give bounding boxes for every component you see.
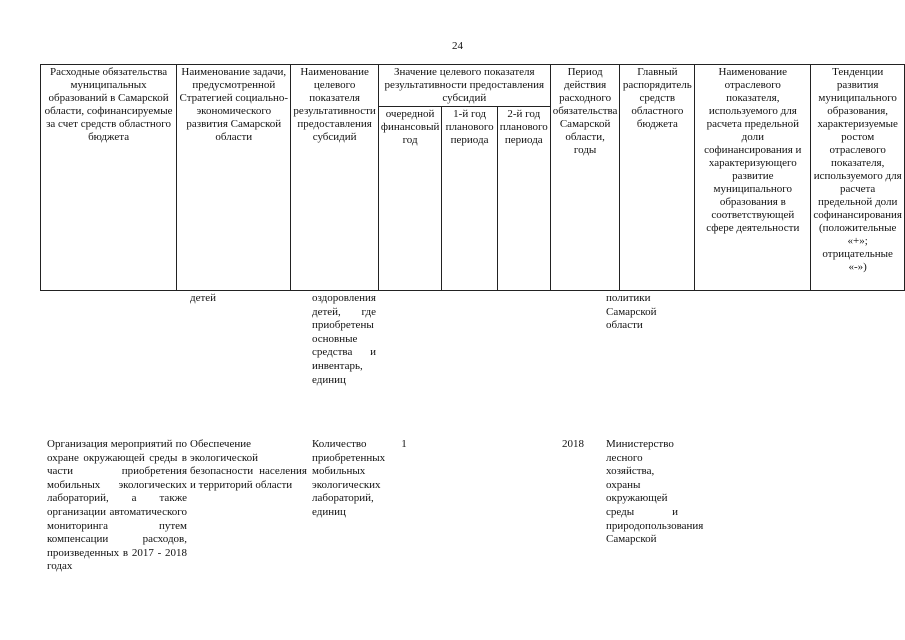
row2-col1: Организация мероприятий по охране окружающей среды в части приобретения мобильных экологических лабораторий, а также организации автоматического мониторинга путем компенсации расходов, произведенных в 2017 - 2018 годах	[47, 438, 187, 573]
row2-col6: Министерство лесного хозяйства, охраны окружающей среды и природопользования Самарской	[606, 438, 704, 546]
table-header	[40, 64, 905, 291]
row2-col2: Обеспечение экологической безопасности населения и территорий области	[190, 438, 307, 491]
row1-col3: оздоровления детей, где приобретены основные средства и инвентарь, единиц	[312, 292, 376, 386]
page-number: 24	[452, 40, 463, 52]
row1-col6: политики Самарской области	[606, 292, 657, 332]
header-col6: Главный распорядитель средств областного бюджета	[620, 65, 695, 291]
header-col7: Наименование отраслевого показателя, используемого для расчета предельной доли софинансирования и характеризующего развитие муниципального образования в соответствующей сфере деятельности	[695, 65, 811, 291]
row2-col3: Количество приобретенных мобильных экологических лабораторий, единиц	[312, 438, 386, 518]
header-col1: Расходные обязательства муниципальных образований в Самарской области, софинансируемые за счет средств областного бюджета	[41, 65, 177, 291]
header-col5: Период действия расходного обязательства Самарской области, годы	[550, 65, 620, 291]
row2-col5: 2018	[562, 438, 584, 450]
header-col4a: очередной финансовый год	[378, 107, 442, 291]
row2-col4a: 1	[401, 438, 407, 450]
header-col4c: 2-й год планового периода	[497, 107, 550, 291]
header-col4-group: Значение целевого показателя результативности предоставления субсидий	[378, 65, 550, 107]
header-col3: Наименование целевого показателя результативности предоставления субсидий	[291, 65, 378, 291]
header-col2: Наименование задачи, предусмотренной Стратегией социально-экономического развития Самарской области	[177, 65, 291, 291]
header-col8: Тенденции развития муниципального образования, характеризуемые ростом отраслевого показателя, используемого для расчета предельной доли софинансирования (положительные «+»; отрицательные «-»)	[811, 65, 905, 291]
header-col4b: 1-й год планового периода	[442, 107, 497, 291]
row1-col2: детей	[190, 292, 217, 304]
